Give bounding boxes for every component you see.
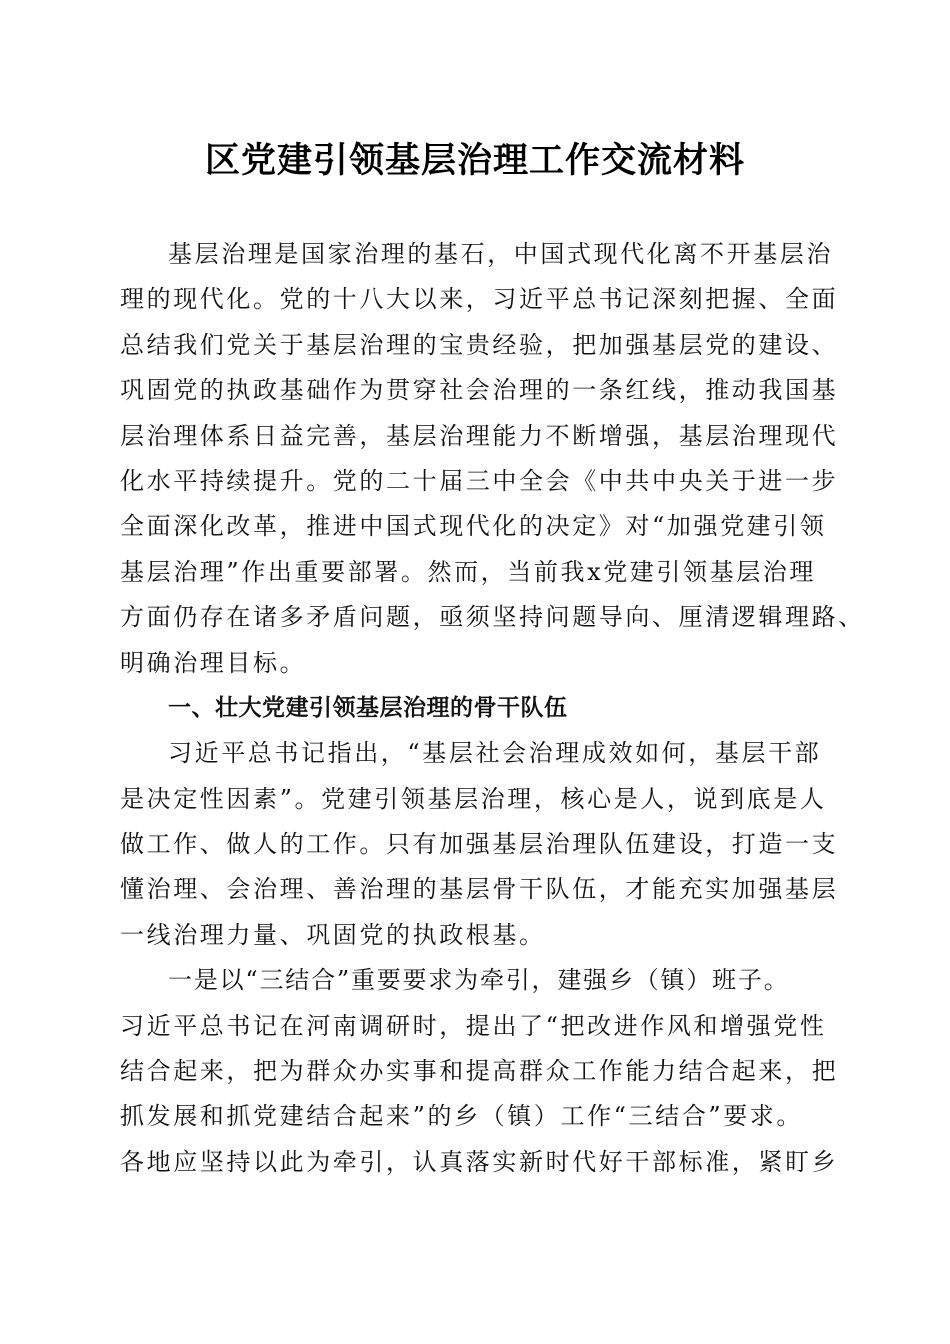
- text-line: 基层治理是国家治理的基石，中国式现代化离不开基层治: [168, 240, 833, 268]
- text-line: 方面仍存在诸多矛盾问题，亟须坚持问题导向、厘清逻辑理路、: [120, 603, 865, 632]
- text-line: 懂治理、会治理、善治理的基层骨干队伍，才能充实加强基层: [120, 875, 839, 904]
- text-line: 习近平总书记指出，“基层社会治理成效如何，基层干部: [168, 739, 822, 768]
- text-line: 层治理体系日益完善，基层治理能力不断增强，基层治理现代: [120, 421, 839, 450]
- text-line: 基层治理”作出重要部署。然而，当前我x党建引领基层治理: [120, 557, 817, 586]
- document-body: [120, 232, 865, 1185]
- text-line: 一线治理力量、巩固党的执政根基。: [120, 920, 546, 949]
- text-line: 全面深化改革，推进中国式现代化的决定》对“加强党建引领: [120, 512, 827, 541]
- text-line: 总结我们党关于基层治理的宝贵经验，把加强基层党的建设、: [120, 330, 839, 359]
- text-line: 习近平总书记在河南调研时，提出了“把改进作风和增强党性: [120, 1011, 827, 1040]
- text-line: 化水平持续提升。党的二十届三中全会《中共中央关于进一步: [120, 466, 839, 495]
- text-line: 明确治理目标。: [120, 648, 307, 677]
- text-line: 是决定性因素”。党建引领基层治理，核心是人，说到底是人: [120, 784, 827, 813]
- text-line: 理的现代化。党的十八大以来，习近平总书记深刻把握、全面: [120, 285, 839, 314]
- subsection-lead: 一是以“三结合”重要要求为牵引，建强乡（镇）班子。: [168, 966, 790, 995]
- text-line: 各地应坚持以此为牵引，认真落实新时代好干部标准，紧盯乡: [120, 1147, 839, 1176]
- document-title: 区党建引领基层治理工作交流材料: [204, 140, 745, 181]
- section-heading: 一、壮大党建引领基层治理的骨干队伍: [168, 694, 568, 721]
- text-line: 巩固党的执政基础作为贯穿社会治理的一条红线，推动我国基: [120, 376, 839, 405]
- text-line: 结合起来，把为群众办实事和提高群众工作能力结合起来，把: [120, 1057, 839, 1086]
- text-line: 抓发展和抓党建结合起来”的乡（镇）工作“三结合”要求。: [120, 1102, 804, 1131]
- text-line: 做工作、做人的工作。只有加强基层治理队伍建设，打造一支: [120, 830, 839, 859]
